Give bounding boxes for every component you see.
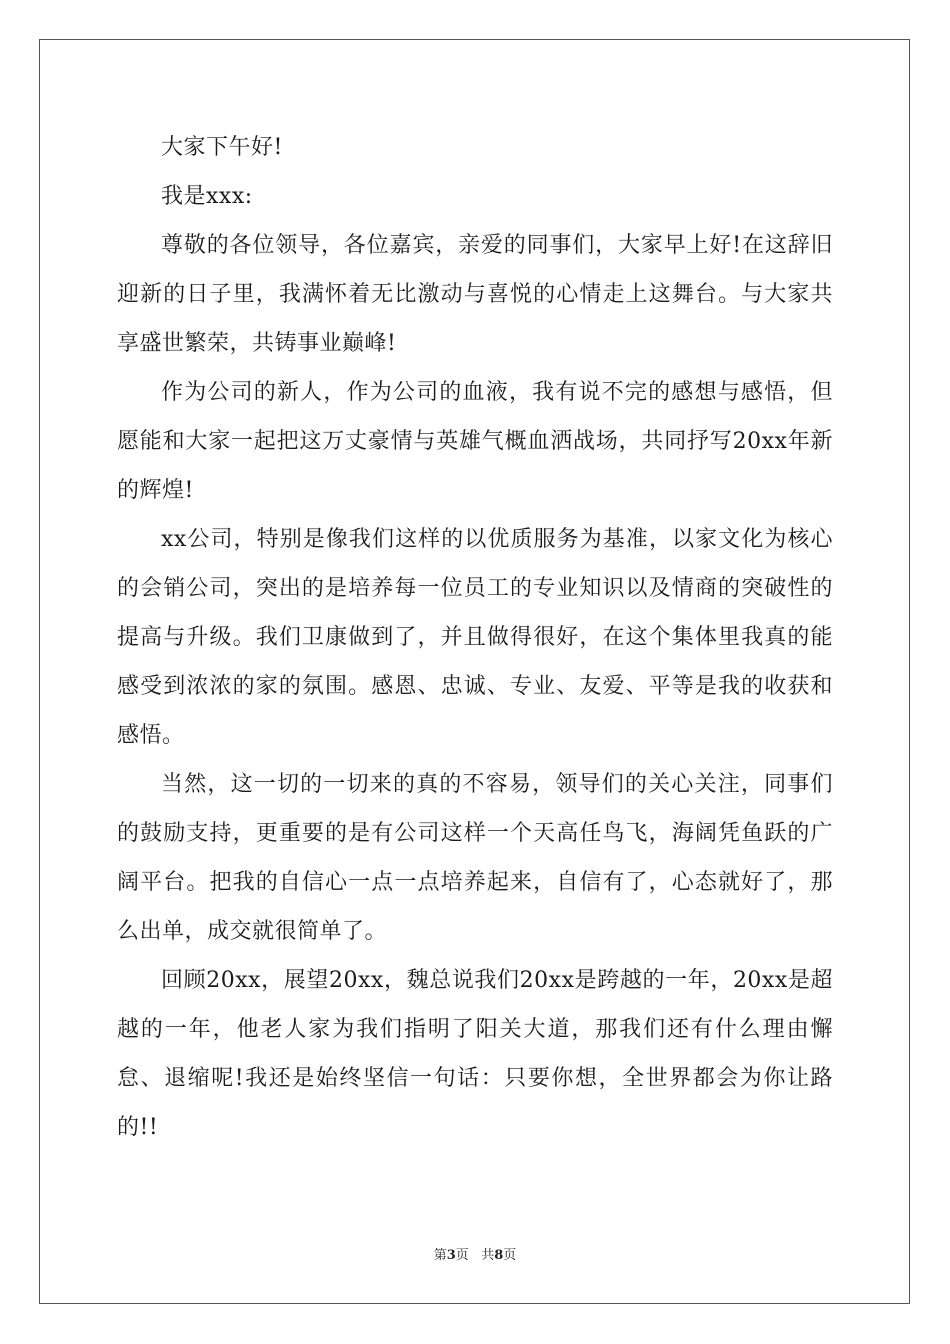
page-footer xyxy=(0,1247,950,1265)
paragraph-review: 回顾20xx，展望20xx，魏总说我们20xx是跨越的一年，20xx是超越的一年，他老人家为我们指明了阳关大道，那我们还有什么理由懈怠、退缩呢!我还是始终坚信一句话：只要你想，全世界都会为你让路的!! xyxy=(117,968,833,1140)
paragraph-newcomer: 作为公司的新人，作为公司的血液，我有说不完的感想与感悟，但愿能和大家一起把这万丈豪情与英雄气概血洒战场，共同抒写20xx年新的辉煌! xyxy=(117,380,833,503)
footer-page-current: 3 xyxy=(446,1248,456,1263)
paragraph-gratitude: 当然，这一切的一切来的真的不容易，领导们的关心关注，同事们的鼓励支持，更重要的是有公司这样一个天高任鸟飞，海阔凭鱼跃的广阔平台。把我的自信心一点一点培养起来，自信有了，心态就好了，那么出单，成交就很简单了。 xyxy=(117,772,833,944)
footer-page-total: 8 xyxy=(494,1248,504,1263)
document-body xyxy=(117,123,833,1152)
paragraph-respect: 尊敬的各位领导，各位嘉宾，亲爱的同事们，大家早上好!在这辞旧迎新的日子里，我满怀着无比激动与喜悦的心情走上这舞台。与大家共享盛世繁荣，共铸事业巅峰! xyxy=(117,233,833,356)
footer-total-prefix: 共 xyxy=(481,1248,495,1263)
footer-total-suffix: 页 xyxy=(503,1248,517,1263)
footer-page-prefix: 第 xyxy=(433,1248,447,1263)
footer-page-suffix: 页 xyxy=(455,1248,469,1263)
paragraph-company: xx公司，特别是像我们这样的以优质服务为基准，以家文化为核心的会销公司，突出的是培养每一位员工的专业知识以及情商的突破性的提高与升级。我们卫康做到了，并且做得很好，在这个集体里我真的能感受到浓浓的家的氛围。感恩、忠诚、专业、友爱、平等是我的收获和感悟。 xyxy=(117,527,833,748)
paragraph-intro: 我是xxx: xyxy=(161,184,253,209)
paragraph-greeting: 大家下午好! xyxy=(161,135,283,160)
